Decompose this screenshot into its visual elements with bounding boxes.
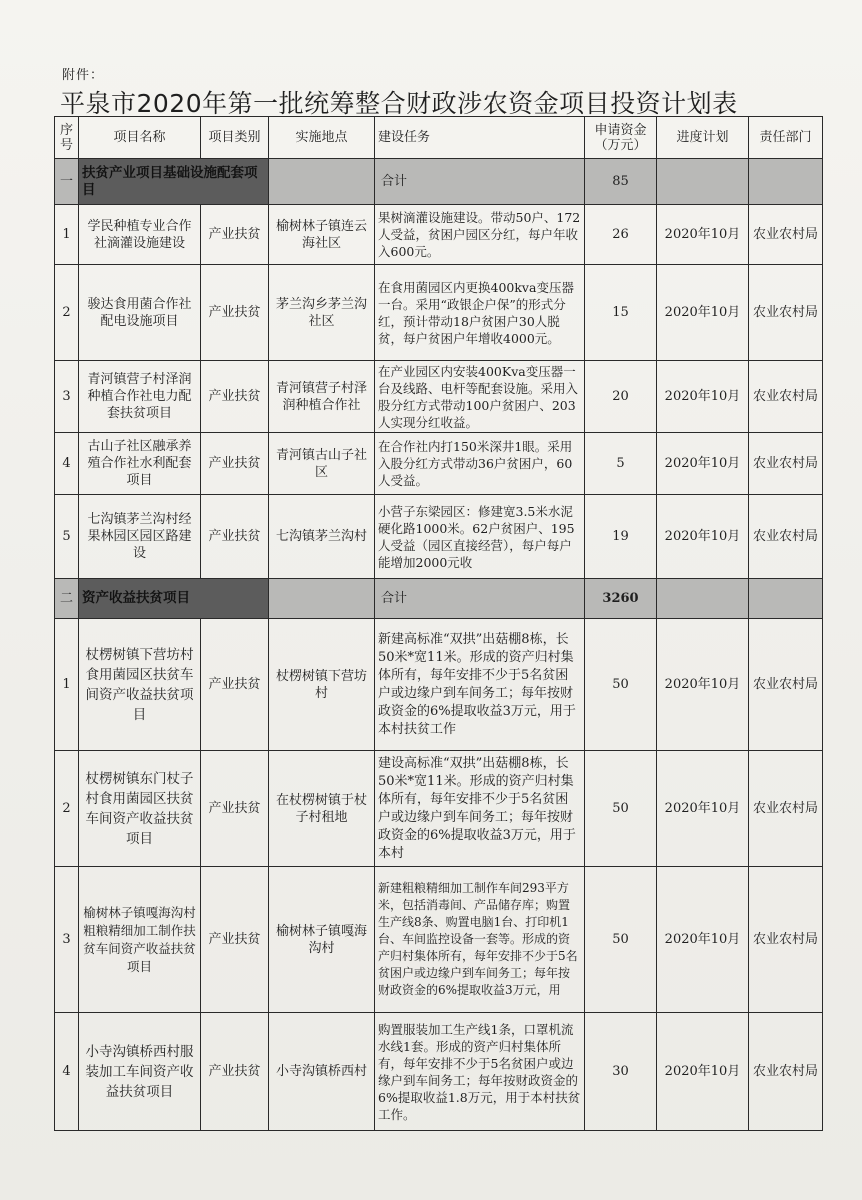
project-funds: 19 xyxy=(585,495,657,579)
page-title: 平泉市2020年第一批统筹整合财政涉农资金项目投资计划表 xyxy=(60,89,738,118)
section-total-label: 合计 xyxy=(375,159,585,205)
col-header-location: 实施地点 xyxy=(269,117,375,159)
project-location: 七沟镇茅兰沟村 xyxy=(269,495,375,579)
table-row xyxy=(55,1013,823,1131)
project-funds: 20 xyxy=(585,361,657,433)
project-dept: 农业农村局 xyxy=(749,619,823,751)
project-schedule: 2020年10月 xyxy=(657,619,749,751)
project-task: 新建高标准“双拱”出菇棚8栋，长50米*宽11米。形成的资产归村集体所有，每年安排不少于5名贫困户或边缘户到车间务工；每年按财政资金的6%提取收益3万元，用于本村扶贫工作 xyxy=(375,619,585,751)
project-dept: 农业农村局 xyxy=(749,205,823,265)
col-header-category: 项目类别 xyxy=(201,117,269,159)
project-dept: 农业农村局 xyxy=(749,495,823,579)
project-category: 产业扶贫 xyxy=(201,433,269,495)
section-total: 85 xyxy=(585,159,657,205)
project-category: 产业扶贫 xyxy=(201,205,269,265)
project-task: 新建粗粮精细加工制作车间293平方米，包括消毒间、产品储存库；购置生产线8条、购置电脑1台、打印机1台、车间监控设备一套等。形成的资产归村集体所有，每年安排不少于5名贫困户或边缘户到车间务工；每年按财政资金的6%提取收益3万元，用 xyxy=(375,867,585,1013)
project-task: 小营子东梁园区：修建宽3.5米水泥硬化路1000米。62户贫困户、195人受益（园区直接经营），每户每户能增加2000元收 xyxy=(375,495,585,579)
header-row xyxy=(55,117,823,159)
row-no: 2 xyxy=(55,751,79,867)
project-location: 茅兰沟乡茅兰沟社区 xyxy=(269,265,375,361)
section-blank xyxy=(749,159,823,205)
table-row xyxy=(55,495,823,579)
project-funds: 50 xyxy=(585,867,657,1013)
section-header-row xyxy=(55,579,823,619)
project-category: 产业扶贫 xyxy=(201,1013,269,1131)
row-no: 4 xyxy=(55,433,79,495)
section-header-row xyxy=(55,159,823,205)
row-no: 3 xyxy=(55,361,79,433)
project-task: 购置服装加工生产线1条，口罩机流水线1套。形成的资产归村集体所有，每年安排不少于5名贫困户或边缘户到车间务工；每年按财政资金的6%提取收益1.8万元，用于本村扶贫工作。 xyxy=(375,1013,585,1131)
col-header-dept: 责任部门 xyxy=(749,117,823,159)
section-index: 一 xyxy=(55,159,79,205)
project-dept: 农业农村局 xyxy=(749,433,823,495)
col-header-schedule: 进度计划 xyxy=(657,117,749,159)
project-name: 榆树林子镇嘎海沟村粗粮精细加工制作扶贫车间资产收益扶贫项目 xyxy=(79,867,201,1013)
project-funds: 5 xyxy=(585,433,657,495)
col-header-name: 项目名称 xyxy=(79,117,201,159)
row-no: 2 xyxy=(55,265,79,361)
table-row xyxy=(55,619,823,751)
project-location: 青河镇古山子社区 xyxy=(269,433,375,495)
project-category: 产业扶贫 xyxy=(201,361,269,433)
project-name: 七沟镇茅兰沟村经果林园区园区路建设 xyxy=(79,495,201,579)
project-dept: 农业农村局 xyxy=(749,1013,823,1131)
investment-plan-table xyxy=(54,116,823,1131)
project-funds: 15 xyxy=(585,265,657,361)
project-schedule: 2020年10月 xyxy=(657,361,749,433)
project-schedule: 2020年10月 xyxy=(657,205,749,265)
project-location: 青河镇营子村泽润种植合作社 xyxy=(269,361,375,433)
project-task: 在食用菌园区内更换400kva变压器一台。采用“政银企户保”的形式分红，预计带动18户贫困户30人脱贫，每户贫困户年增收4000元。 xyxy=(375,265,585,361)
project-funds: 26 xyxy=(585,205,657,265)
col-header-funds: 申请资金（万元） xyxy=(585,117,657,159)
project-task: 果树滴灌设施建设。带动50户、172人受益，贫困户园区分红，每户年收入600元。 xyxy=(375,205,585,265)
col-header-seq: 序号 xyxy=(55,117,79,159)
project-location: 在杖楞树镇于杖子村租地 xyxy=(269,751,375,867)
project-schedule: 2020年10月 xyxy=(657,265,749,361)
project-funds: 30 xyxy=(585,1013,657,1131)
project-task: 建设高标准“双拱”出菇棚8栋，长50米*宽11米。形成的资产归村集体所有，每年安排不少于5名贫困户或边缘户到车间务工；每年按财政资金的6%提取收益3万元，用于本村 xyxy=(375,751,585,867)
section-blank xyxy=(749,579,823,619)
project-name: 杖楞树镇下营坊村食用菌园区扶贫车间资产收益扶贫项目 xyxy=(79,619,201,751)
project-location: 小寺沟镇桥西村 xyxy=(269,1013,375,1131)
project-category: 产业扶贫 xyxy=(201,265,269,361)
row-no: 5 xyxy=(55,495,79,579)
project-funds: 50 xyxy=(585,619,657,751)
attachment-label: 附件： xyxy=(62,68,105,83)
project-location: 榆树林子镇嘎海沟村 xyxy=(269,867,375,1013)
table-row xyxy=(55,361,823,433)
project-category: 产业扶贫 xyxy=(201,867,269,1013)
table-row xyxy=(55,751,823,867)
project-location: 榆树林子镇连云海社区 xyxy=(269,205,375,265)
project-name: 骏达食用菌合作社配电设施项目 xyxy=(79,265,201,361)
project-dept: 农业农村局 xyxy=(749,867,823,1013)
project-schedule: 2020年10月 xyxy=(657,433,749,495)
project-name: 青河镇营子村泽润种植合作社电力配套扶贫项目 xyxy=(79,361,201,433)
project-category: 产业扶贫 xyxy=(201,751,269,867)
section-index: 二 xyxy=(55,579,79,619)
row-no: 1 xyxy=(55,619,79,751)
table-row xyxy=(55,205,823,265)
project-name: 杖楞树镇东门杖子村食用菌园区扶贫车间资产收益扶贫项目 xyxy=(79,751,201,867)
project-dept: 农业农村局 xyxy=(749,751,823,867)
section-blank xyxy=(269,579,375,619)
col-header-task: 建设任务 xyxy=(375,117,585,159)
row-no: 3 xyxy=(55,867,79,1013)
section-total: 3260 xyxy=(585,579,657,619)
project-dept: 农业农村局 xyxy=(749,265,823,361)
project-name: 小寺沟镇桥西村服装加工车间资产收益扶贫项目 xyxy=(79,1013,201,1131)
section-total-label: 合计 xyxy=(375,579,585,619)
table-row xyxy=(55,265,823,361)
project-name: 古山子社区融承养殖合作社水利配套项目 xyxy=(79,433,201,495)
project-task: 在产业园区内安装400Kva变压器一台及线路、电杆等配套设施。采用入股分红方式带动100户贫困户、203人实现分红收益。 xyxy=(375,361,585,433)
project-category: 产业扶贫 xyxy=(201,619,269,751)
row-no: 1 xyxy=(55,205,79,265)
project-schedule: 2020年10月 xyxy=(657,867,749,1013)
project-location: 杖楞树镇下营坊村 xyxy=(269,619,375,751)
section-blank xyxy=(269,159,375,205)
row-no: 4 xyxy=(55,1013,79,1131)
project-schedule: 2020年10月 xyxy=(657,751,749,867)
project-task: 在合作社内打150米深井1眼。采用入股分红方式带动36户贫困户，60人受益。 xyxy=(375,433,585,495)
section-name: 资产收益扶贫项目 xyxy=(79,579,269,619)
project-category: 产业扶贫 xyxy=(201,495,269,579)
section-blank xyxy=(657,159,749,205)
project-schedule: 2020年10月 xyxy=(657,495,749,579)
project-dept: 农业农村局 xyxy=(749,361,823,433)
section-blank xyxy=(657,579,749,619)
table-row xyxy=(55,433,823,495)
project-name: 学民种植专业合作社滴灌设施建设 xyxy=(79,205,201,265)
project-funds: 50 xyxy=(585,751,657,867)
project-schedule: 2020年10月 xyxy=(657,1013,749,1131)
section-name: 扶贫产业项目基础设施配套项目 xyxy=(79,159,269,205)
table-row xyxy=(55,867,823,1013)
